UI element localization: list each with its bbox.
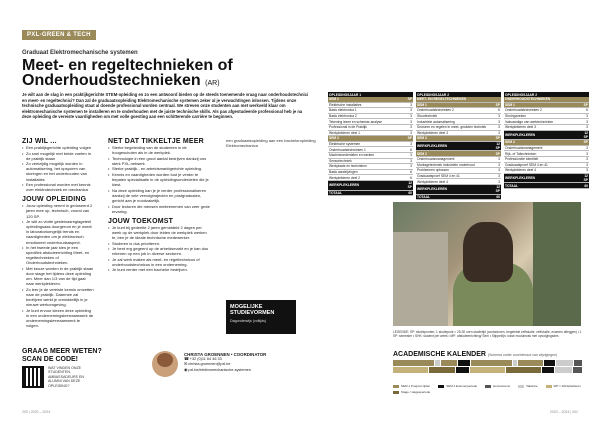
table-cell-label: Professional in de Praktijk — [328, 124, 403, 130]
table-cell-label: SEM 1 — [504, 102, 579, 108]
table-cell-sp: SP — [491, 136, 501, 142]
table-row — [416, 184, 501, 194]
list-item: • Jouw opleiding neemt in gedoseerd 2 jaren mee op, technisch, vooral van 120 SP. — [22, 203, 94, 218]
table-cell-sp: 60 — [579, 183, 589, 189]
calendar-legend-item — [438, 384, 477, 388]
table-cell-sp: 6 — [403, 147, 413, 153]
table-cell-sp: 12 SP — [579, 173, 589, 183]
table-header: OPLEIDINGSJAAR 2 — [504, 92, 589, 97]
photo-student-head — [463, 222, 513, 282]
calendar-cell — [556, 360, 573, 366]
legend-label: WP = Werkplekleren — [553, 384, 581, 388]
contact-block — [184, 352, 334, 373]
qr-caption: WAT VINDEN ONZE STUDENTEN, AMBASSADEURS EN ALUMNI VAN DEZE OPLEIDING? — [48, 366, 84, 388]
table-cell-label: Graduaatsproef SEM 4 en 41 — [416, 173, 491, 179]
table-cell-label: Stuurtechniek — [416, 113, 491, 119]
table-cell-sp: SP — [579, 102, 589, 108]
study-forms-value: Dagonderwijs (voltijds) — [230, 319, 267, 323]
footer-left: 200 | 2023 – 2024 — [22, 410, 51, 414]
table-cell-label: Industriele automatisering — [416, 119, 491, 125]
table-cell-sp: 3 — [403, 102, 413, 108]
calendar-cell — [574, 360, 583, 366]
legend-label: SEM 2 Examenperiode — [446, 384, 478, 388]
table-header: OPLEIDINGSJAAR 2 — [416, 92, 501, 97]
table-cell-sp: 3 — [403, 124, 413, 130]
table-cell-label: SEM 2 — [328, 136, 403, 142]
column-left — [22, 138, 94, 329]
list-item: • Met keuze worden in de praktijk staan door stage het tijdens deze opleiding om. Meer dan 1/3 van de tijd gaat naar werkplekleren. — [22, 266, 94, 286]
list-item: • Kennis en vaardigheden worden tuot je verder te bepalen specialisatie in de opleidingsonderdelen die je kiest. — [108, 172, 212, 187]
table-row — [416, 141, 501, 151]
calendar-cell — [471, 360, 513, 366]
table-cell-sp: 3 — [403, 130, 413, 136]
calendar-legend — [393, 384, 583, 394]
table-cell-label: Elektrische installaties — [328, 102, 403, 108]
table-cell-label: Werkplekleren deel 4 — [504, 168, 579, 174]
table-row — [328, 190, 413, 196]
table-cell-sp: 3 — [403, 164, 413, 170]
legend-swatch — [393, 391, 399, 394]
table-cell-sp: 3 — [491, 179, 501, 185]
table-cell-sp: 12 SP — [491, 184, 501, 194]
table-cell-label: Werkplekleren deel 3 — [504, 124, 579, 130]
table-cell-label: MEET- EN REGELTECHNIEKEN — [416, 97, 491, 102]
table-cell-sp: 3 — [579, 119, 589, 125]
email-icon: ✉ — [184, 362, 189, 367]
table-cell-sp: 6 — [403, 175, 413, 181]
footer-right: 2023 – 2024 | 201 — [549, 410, 578, 414]
table-cell-sp: 3 — [403, 108, 413, 114]
contact-phone-text: +32 (0)11 64 46 33 — [189, 357, 222, 362]
table-cell-label: WERKPLEKLEREN — [504, 130, 579, 140]
table-cell-label: Basis aandrijvingen — [328, 169, 403, 175]
list-item: • Technologie in een groot aantal bedrijven dankzij ons sterk PXL-netwerk. — [108, 156, 212, 166]
study-forms-title: MOGELIJKE STUDIEVORMEN — [230, 304, 275, 316]
table-cell-label: Sensortechniek — [328, 158, 403, 164]
calendar-legend-item — [546, 384, 581, 388]
table-row — [328, 180, 413, 190]
table-cell-label: Werkplekleren deel 4 — [416, 179, 491, 185]
list-zij-wil — [22, 145, 94, 192]
list-item: • Na deze opleiding kan je je verder professionaliseren dankzij de vele vervolgtrajecten en postgraduaten, gericht aan je noodzakelijk. — [108, 188, 212, 203]
table-cell-sp: 6 — [579, 108, 589, 114]
list-item: • Studeren is dus prioriteren. — [108, 241, 212, 246]
table-cell-label: Werkplaats en technieken — [328, 164, 403, 170]
calendar-subtitle: (Schema onder voorbehoud van wijzigingen) — [487, 353, 558, 357]
list-item: • Zo snel mogelijk met beide voeten in de praktijk staan — [22, 151, 94, 161]
list-item: • Een professional worden met kennis over elektrotechniek en mechanica — [22, 182, 94, 192]
table-cell-label: Probleemen oplossen — [416, 168, 491, 174]
list-item: • Je bent erg gegeerd op de arbeidsmarkt en je kan dus rekenen op een job in diverse sectoren. — [108, 246, 212, 256]
table-cell-sp: 3 — [403, 141, 413, 147]
table-row — [416, 194, 501, 200]
table-cell-label: Storingzoeken — [504, 113, 579, 119]
avatar — [152, 351, 178, 377]
table-cell-sp: 3 — [579, 145, 589, 151]
table-cell-label: SEM 2 — [416, 136, 491, 142]
table-cell-sp: 3 — [579, 168, 589, 174]
legend-label: SEM 1 Program lijden — [401, 384, 431, 388]
table-cell-label: WERKPLEKLEREN — [416, 141, 491, 151]
phone-icon: ☎ — [184, 357, 190, 362]
list-item: • Je zal werk maken als meet- en regeltechnicus of onderhoudstechnicus in een onderneming. — [108, 257, 212, 267]
legend-swatch — [393, 385, 399, 388]
calendar-cell — [456, 367, 469, 373]
table-cell-label: Montagetechniek industriele onderhoud — [416, 162, 491, 168]
table-cell-sp: 12 SP — [491, 141, 501, 151]
list-item: • Zo leer je de vereiste kennis omzetten naar de praktijk. Daarmee zal bedrijven werkt je onmiddellijk in je nieuwe werkomgeving. — [22, 287, 94, 307]
calendar-cell — [393, 367, 429, 373]
table-cell-sp: 3 — [579, 162, 589, 168]
study-forms-box — [226, 300, 296, 334]
calendar-cell — [470, 367, 506, 373]
table-cell-label: SEM 2 — [416, 151, 491, 157]
legend-label: Herexamens — [493, 384, 511, 388]
table-cell-label: Vakvaardige van werktechnieken — [504, 119, 579, 125]
table-cell-sp: 3 — [579, 156, 589, 162]
table-cell-sp: 3 — [403, 152, 413, 158]
more-info-heading: GRAAG MEER WETEN? SCAN DE CODE! — [22, 348, 102, 363]
calendar-title — [393, 351, 557, 358]
calendar-cell — [544, 360, 556, 366]
table-cell-sp: 3 — [579, 124, 589, 130]
table-cell-label: SEM 2 — [504, 140, 579, 146]
student-photo — [393, 202, 581, 326]
table-cell-sp: 3 — [491, 162, 501, 168]
program-subtitle: Graduaat Elektromechanische systemen — [22, 50, 138, 56]
list-item: • Sterke begeleiding van de studenten in de hoogescholen als in de werkplek. — [108, 145, 212, 155]
calendar-cell — [429, 367, 456, 373]
table-cell-sp: 3 — [491, 173, 501, 179]
table-cell-sp: 3 — [403, 158, 413, 164]
table-cell-label: Werkplekleren deel 1 — [328, 130, 403, 136]
calendar-legend-item — [518, 384, 537, 388]
curriculum-table — [416, 92, 501, 200]
list-item: • In het tweede jaar kies je een specifiek afstudeerrichting Meet- en regeltechnieken of Onderhoudstechnieken. — [22, 245, 94, 265]
table-cell-sp: 3 — [403, 113, 413, 119]
table-cell-label: Werkplekleren deel 3 — [416, 130, 491, 136]
table-cell-label: Sectoren en regelen in meet- gesloten techniek — [416, 124, 491, 130]
table-cell-label: Rijk- of Toltechnieken — [504, 151, 579, 157]
table-row — [504, 183, 589, 189]
table-cell-label: Graduaatsproef SEM 4 en 41 — [504, 162, 579, 168]
table-cell-label: TOTAAL — [416, 194, 491, 200]
table-cell-label: Onderhoudstechnieken 2 — [416, 108, 491, 114]
curriculum-table — [504, 92, 589, 189]
title-text: Meet- en regeltechnieken of Onderhoudstechnieken — [22, 57, 233, 89]
contact-web-text: pxl.be/elektromechanische-systemen — [188, 367, 251, 372]
table-cell-sp: 6 — [403, 169, 413, 175]
list-item: • Zo veelzijdig mogelijk worden in automatisering, het opsporen van storingen en het onderhouden van installaties — [22, 161, 94, 181]
table-cell-label: ONDERHOUDSTECHNIEKEN — [504, 97, 579, 102]
legend-swatch — [438, 385, 444, 388]
calendar-grid — [393, 360, 583, 374]
table-cell-label: WERKPLEKLEREN — [328, 180, 403, 190]
table-cell-sp: SP — [491, 151, 501, 157]
table-cell-sp: 60 — [403, 190, 413, 196]
section-tag: PXL-GREEN & TECH — [22, 30, 96, 40]
web-icon: ◉ — [184, 367, 189, 372]
table-cell-label: Professionele identiteit — [504, 156, 579, 162]
table-cell-sp: 3 — [579, 151, 589, 157]
table-cell-sp: 60 — [491, 194, 501, 200]
table-cell-label: WERKPLEKLEREN — [504, 173, 579, 183]
list-item: • Je kunt verder met een bachelor bedrijven. — [108, 267, 212, 272]
table-cell-sp: 3 — [403, 119, 413, 125]
calendar-row — [393, 367, 583, 373]
heading-net-dat-tikkeltje-meer: NET DAT TIKKELTJE MEER — [108, 138, 204, 145]
table-cell-sp: SP — [579, 140, 589, 146]
qr-code-icon[interactable] — [22, 366, 44, 388]
table-cell-label: Onderhoudsmanagement — [416, 156, 491, 162]
contact-name: CHRISTA GROENNEN • COORDINATOR — [184, 352, 267, 357]
calendar-cell — [573, 367, 583, 373]
list-item: • Sterke praktijk - en arbeidsmarktgerichte opleiding. — [108, 166, 212, 171]
legend-swatch — [485, 385, 491, 388]
calendar-cell — [506, 367, 542, 373]
calendar-cell — [518, 360, 544, 366]
table-cell-sp: 12 SP — [579, 130, 589, 140]
table-cell-sp: 3 — [491, 124, 501, 130]
table-row — [504, 173, 589, 183]
table-cell-sp: 3 — [491, 156, 501, 162]
table-cell-sp: SP — [491, 102, 501, 108]
calendar-row — [393, 360, 583, 366]
table-cell-sp: 3 — [491, 113, 501, 119]
calendar-cell — [458, 360, 470, 366]
table-cell-label: Onderhoudstechnieken 1 — [328, 147, 403, 153]
table-cell-label: Tekening lezen en schemas analyse — [328, 119, 403, 125]
heading-jouw-opleiding: JOUW OPLEIDING — [22, 196, 87, 204]
table-cell-label: SEM 1 — [416, 102, 491, 108]
table-cell-sp: 6 — [491, 108, 501, 114]
contact-web[interactable] — [184, 368, 334, 373]
table-cell-sp: 3 — [491, 130, 501, 136]
calendar-cell — [542, 367, 555, 373]
table-cell-label: Elektrische systemen — [328, 141, 403, 147]
table-cell-sp: 3 — [491, 168, 501, 174]
calendar-cell — [555, 367, 574, 373]
calendar-legend-item — [393, 384, 430, 388]
list-item: • Een praktijkgerichte opleiding volgen — [22, 145, 94, 150]
page-title — [22, 58, 322, 91]
legend-text: LEGENDE: SP: studiepunten; 1 studiepunt = 25-30 uren studietijd (contacturen, begeleide zelfstudie, zelfstudie, examen afleggen) • 1 SP: semester • SHK: student per week • MP: afstudeerrichting/ Sem • Stippellijn: losse modulevak met opvolgingsdes — [393, 330, 582, 339]
contact-email-text: christa.groennen@pxl.be — [188, 362, 231, 367]
table-cell-label: SEM 1 — [328, 97, 403, 102]
table-cell-label: TOTAAL — [504, 183, 579, 189]
heading-zij-wil: ZIJ WIL ... — [22, 138, 57, 145]
table-cell-sp: SP — [403, 97, 413, 102]
list-item: • Je kunt bij gedeelte 2 jaren gemiddeld 2 dagen per week op de werkplek door leiden de werkplek werken te, ben je de ideale technische medewerker. — [108, 225, 212, 240]
curriculum-table — [328, 92, 413, 196]
calendar-legend-item — [393, 390, 430, 394]
table-cell-label: Basis elektronica 1 — [328, 108, 403, 114]
legend-label: Stage / stagesperiode — [401, 390, 431, 394]
table-header: OPLEIDINGSJAAR 1 — [328, 92, 413, 97]
legend-label: Vakantie — [526, 384, 538, 388]
list-tikkeltje-meer — [108, 145, 212, 214]
table-row — [504, 130, 589, 140]
table-cell-label: Basis elektronica 2 — [328, 113, 403, 119]
table-cell-sp: SP — [403, 136, 413, 142]
list-jouw-toekomst — [108, 225, 212, 273]
table-cell-label: TOTAAL — [328, 190, 403, 196]
table-cell-sp: 12 SP — [403, 180, 413, 190]
table-cell-label: Werkplekleren deel 2 — [328, 175, 403, 181]
calendar-legend-item — [485, 384, 510, 388]
calendar-cell — [441, 360, 458, 366]
table-cell-sp: 3 — [491, 119, 501, 125]
calendar-cell — [393, 360, 435, 366]
list-jouw-opleiding — [22, 203, 94, 328]
heading-jouw-toekomst: JOUW TOEKOMST — [108, 217, 174, 225]
list-item: • Je wilt zo vlotte gesteinasreglageteel opleidingsaas doorgerom en je wordt in laboratoriumgelijk trends en vaardigheden om je elektronisch emotioneel onderhoudsaspect. — [22, 219, 94, 244]
table-cell-label: Onderhoudstechnieken 2 — [504, 108, 579, 114]
title-suffix: (AR) — [205, 80, 220, 87]
table-cell-sp: 3 — [579, 113, 589, 119]
table-cell-label: Machineonderdelen en werken — [328, 152, 403, 158]
legend-swatch — [546, 385, 552, 388]
calendar-title-text: ACADEMISCHE KALENDER — [393, 351, 486, 358]
legend-swatch — [518, 385, 524, 388]
table-cell-label: WERKPLEKLEREN — [416, 184, 491, 194]
photo-background-shape — [393, 232, 448, 326]
photo-background-shape — [533, 202, 581, 326]
column-right-text: een graduaatsopleiding aan een bacheloropleiding Elektromechanica — [226, 138, 316, 148]
table-cell-label: Onderhoudsmanagement — [504, 145, 579, 151]
list-item: • Je kunt ervoor kiezen deze opleiding in een ondernemingsleerraamwerk de ondernemingsleerraamwerk te volgen. — [22, 308, 94, 328]
list-item: • Door lecturen die mensen meiteenemen van zeer grote ervaring. — [108, 204, 212, 214]
intro-paragraph: Je wilt aan de slag in een praktijkgerichte STEM-opleiding en zo een antwoord bieden op de steeds toenemende vraag naar onderhoudstechnici en meet- en regeltechnici? Dan zal de graduaatsopleiding Elektromechanische systemen zeker al je verwachtingen inlossen. Tijdens onze technische graduaatsopleiding staat al doende professional worden centraal. We streven onze studenten aan met werkveld klaar om elektromechanische systemen te installeren en te onderhouden met de juiste technische skills. Als pas afgestudeerde professional heb je na deze opleiding de vereiste vaardigheden om met volle goesting aan een schitterende carrière te beginnen. — [22, 92, 309, 120]
column-middle — [108, 138, 212, 273]
